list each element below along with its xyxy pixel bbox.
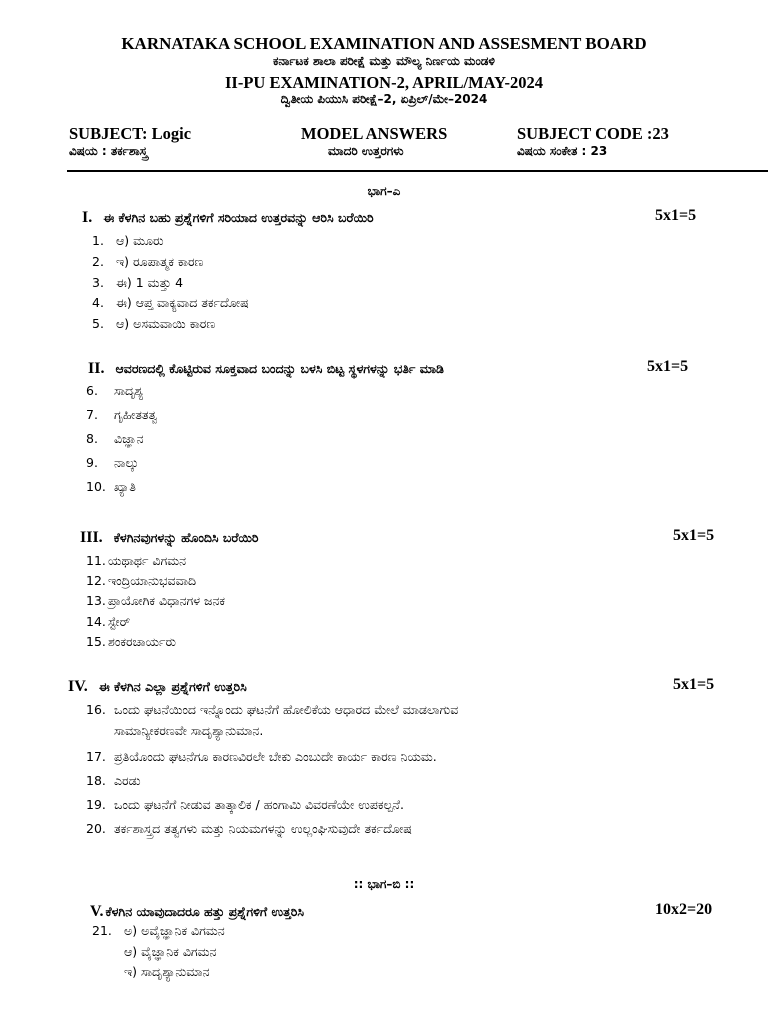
list-item xyxy=(86,770,141,789)
item-number: 1. xyxy=(92,233,104,248)
item-text: ಇಂದ್ರಿಯಾನುಭವವಾದಿ xyxy=(108,573,197,588)
list-item xyxy=(86,746,437,765)
list-item xyxy=(86,404,157,423)
list-item xyxy=(86,452,139,471)
subject-code-en: SUBJECT CODE :23 xyxy=(517,124,669,143)
section-5-marks: 10x2=20 xyxy=(655,901,713,918)
exam-title-kn: ದ್ವಿತೀಯ ಪಿಯುಸಿ ಪರೀಕ್ಷೆ–2, ಏಪ್ರಿಲ್/ಮೇ–2024 xyxy=(280,92,488,106)
item-number: 9. xyxy=(86,455,98,470)
model-answers-en: MODEL ANSWERS xyxy=(301,124,448,143)
section-2-marks: 5x1=5 xyxy=(647,358,689,375)
list-item xyxy=(86,794,404,813)
item-number: 8. xyxy=(86,431,98,446)
subject-label-kn: ವಿಷಯ : ತರ್ಕಶಾಸ್ತ್ರ xyxy=(69,144,148,158)
item-number: 19. xyxy=(86,797,106,812)
section-title: ಕೆಳಗಿನ ಯಾವುದಾದರೂ ಹತ್ತು ಪ್ರಶ್ನೆಗಳಿಗೆ ಉತ್ತರಿಸಿ xyxy=(105,904,305,919)
list-item xyxy=(86,570,196,589)
section-2-heading xyxy=(88,358,444,378)
item-text: ಇ) ರೂಪಾತ್ಮಕ ಕಾರಣ xyxy=(116,254,204,269)
item-text: ಈ) ಆಪ್ತ ವಾಕ್ಯವಾದ ತರ್ಕದೋಷ xyxy=(116,295,249,310)
item-text: ಆ) ಅಸಮವಾಯಿ ಕಾರಣ xyxy=(116,316,216,331)
item-number: 4. xyxy=(92,295,104,310)
item-number: 13. xyxy=(86,593,106,608)
section-numeral: II. xyxy=(88,360,105,377)
list-item xyxy=(86,380,143,399)
section-numeral: I. xyxy=(82,209,93,226)
board-title-kn: ಕರ್ನಾಟಕ ಶಾಲಾ ಪರೀಕ್ಷೆ ಮತ್ತು ಮೌಲ್ಯ ನಿರ್ಣಯ ಮಂಡಳಿ xyxy=(273,54,495,68)
list-item xyxy=(86,590,225,609)
item-number: 16. xyxy=(86,702,106,717)
section-title: ಈ ಕೆಳಗಿನ ಬಹು ಪ್ರಶ್ನೆಗಳಿಗೆ ಸರಿಯಾದ ಉತ್ತರವನ್ನು ಆರಿಸಿ ಬರೆಯಿರಿ xyxy=(103,210,374,225)
item-number: 18. xyxy=(86,773,106,788)
section-1-heading xyxy=(82,207,374,227)
item-number: 11. xyxy=(86,553,106,568)
list-item xyxy=(86,428,144,447)
item-text: ಆ) ಮೂರು xyxy=(116,233,164,248)
item-text: ತರ್ಕಶಾಸ್ತ್ರದ ತತ್ವಗಳು ಮತ್ತು ನಿಯಮಗಳನ್ನು ಉಲ್ಲಂಘಿಸುವುದೇ ತರ್ಕದೋಷ xyxy=(114,821,412,836)
item-number: 6. xyxy=(86,383,98,398)
list-item xyxy=(92,230,164,249)
item-number: 20. xyxy=(86,821,106,836)
item-number: 15. xyxy=(86,634,106,649)
item-number: 14. xyxy=(86,614,106,629)
item-text: ಎರಡು xyxy=(114,773,141,788)
item-number: 10. xyxy=(86,479,106,494)
item-number: 17. xyxy=(86,749,106,764)
section-5-heading xyxy=(90,901,304,921)
item-text: ಒಂದು ಘಟನೆಗೆ ನೀಡುವ ತಾತ್ಕಾಲಿಕ / ಹಂಗಾಮಿ ವಿವರಣೆಯೇ ಉಪಕಲ್ಪನೆ. xyxy=(114,797,404,812)
section-numeral: III. xyxy=(80,529,103,546)
item-text: ಶಂಕರಚಾರ್ಯರು xyxy=(108,634,177,649)
answer-line: ಆ) ವೈಜ್ಞಾನಿಕ ವಿಗಮನ xyxy=(124,944,217,959)
section-3-marks: 5x1=5 xyxy=(673,527,715,544)
list-item xyxy=(92,292,249,311)
list-item xyxy=(92,251,203,270)
item-text: ಗೃಹೀತತತ್ವ xyxy=(114,407,158,422)
section-title: ಕೆಳಗಿನವುಗಳನ್ನು ಹೊಂದಿಸಿ ಬರೆಯಿರಿ xyxy=(113,530,259,545)
item-number: 12. xyxy=(86,573,106,588)
item-text: ಖ್ಯಾತಿ xyxy=(114,479,136,494)
item-text: ಪ್ರಾಯೋಗಿಕ ವಿಧಾನಗಳ ಜನಕ xyxy=(108,593,226,608)
section-3-heading xyxy=(80,527,259,547)
part-b-title: :: ಭಾಗ–ಬಿ :: xyxy=(353,877,415,891)
item-text: ಸ್ಟೇರ್ xyxy=(108,614,131,629)
section-numeral: IV. xyxy=(68,678,88,695)
exam-title-en: II-PU EXAMINATION-2, APRIL/MAY-2024 xyxy=(225,73,543,92)
list-item xyxy=(86,699,458,718)
part-a-title: ಭಾಗ–ಎ xyxy=(367,184,401,198)
list-item xyxy=(92,313,215,332)
item-text: ಒಂದು ಘಟನೆಯಿಂದ ಇನ್ನೊಂದು ಘಟನೆಗೆ ಹೋಲಿಕೆಯ ಆಧಾರದ ಮೇಲೆ ಮಾಡಲಾಗುವ xyxy=(114,702,459,717)
item-number: 3. xyxy=(92,275,104,290)
section-numeral: V. xyxy=(90,903,104,920)
board-title-en: KARNATAKA SCHOOL EXAMINATION AND ASSESMENT BOARD xyxy=(121,34,647,53)
list-item xyxy=(86,818,412,837)
item-text: ನಾಲ್ಕು xyxy=(114,455,139,470)
item-text: ಈ) 1 ಮತ್ತು 4 xyxy=(116,275,184,290)
section-title: ಈ ಕೆಳಗಿನ ಎಲ್ಲಾ ಪ್ರಶ್ನೆಗಳಿಗೆ ಉತ್ತರಿಸಿ xyxy=(98,679,247,694)
item-number: 5. xyxy=(92,316,104,331)
section-4-marks: 5x1=5 xyxy=(673,676,715,693)
list-item xyxy=(92,272,183,291)
item-text: ಪ್ರತಿಯೊಂದು ಘಟನೆಗೂ ಕಾರಣವಿರಲೇ ಬೇಕು ಎಂಬುದೇ ಕಾರ್ಯ ಕಾರಣ ನಿಯಮ. xyxy=(114,749,437,764)
section-title: ಆವರಣದಲ್ಲಿ ಕೊಟ್ಟಿರುವ ಸೂಕ್ತವಾದ ಬಂದನ್ನು ಬಳಸಿ ಬಿಟ್ಟ ಸ್ಥಳಗಳನ್ನು ಭರ್ತಿ ಮಾಡಿ xyxy=(115,361,444,376)
answer-line: ಇ) ಸಾದೃಶ್ಯಾನುಮಾನ xyxy=(124,964,210,979)
item-number: 7. xyxy=(86,407,98,422)
list-item xyxy=(86,476,136,495)
item-text-continued: ಸಾಮಾನ್ಯೀಕರಣವೇ ಸಾದೃಶ್ಯಾನುಮಾನ. xyxy=(114,723,264,738)
item-text: ವಿಜ್ಞಾನ xyxy=(114,431,144,446)
item-number: 21. xyxy=(92,923,112,938)
subject-code-kn: ವಿಷಯ ಸಂಕೇತ : 23 xyxy=(517,144,608,158)
list-item xyxy=(86,611,130,630)
model-answers-kn: ಮಾದರಿ ಉತ್ತರಗಳು xyxy=(328,144,404,158)
list-item xyxy=(86,631,176,650)
section-4-heading xyxy=(68,676,247,696)
item-text: ಸಾದೃಶ್ಯ xyxy=(114,383,144,398)
answer-line: ಅ) ಅವೈಜ್ಞಾನಿಕ ವಿಗಮನ xyxy=(124,923,225,938)
item-number: 2. xyxy=(92,254,104,269)
list-item xyxy=(86,550,186,569)
header-divider xyxy=(67,170,768,172)
item-text: ಯಥಾರ್ಥ ವಿಗಮನ xyxy=(108,553,187,568)
subject-label-en: SUBJECT: Logic xyxy=(69,124,192,143)
section-1-marks: 5x1=5 xyxy=(655,207,697,224)
